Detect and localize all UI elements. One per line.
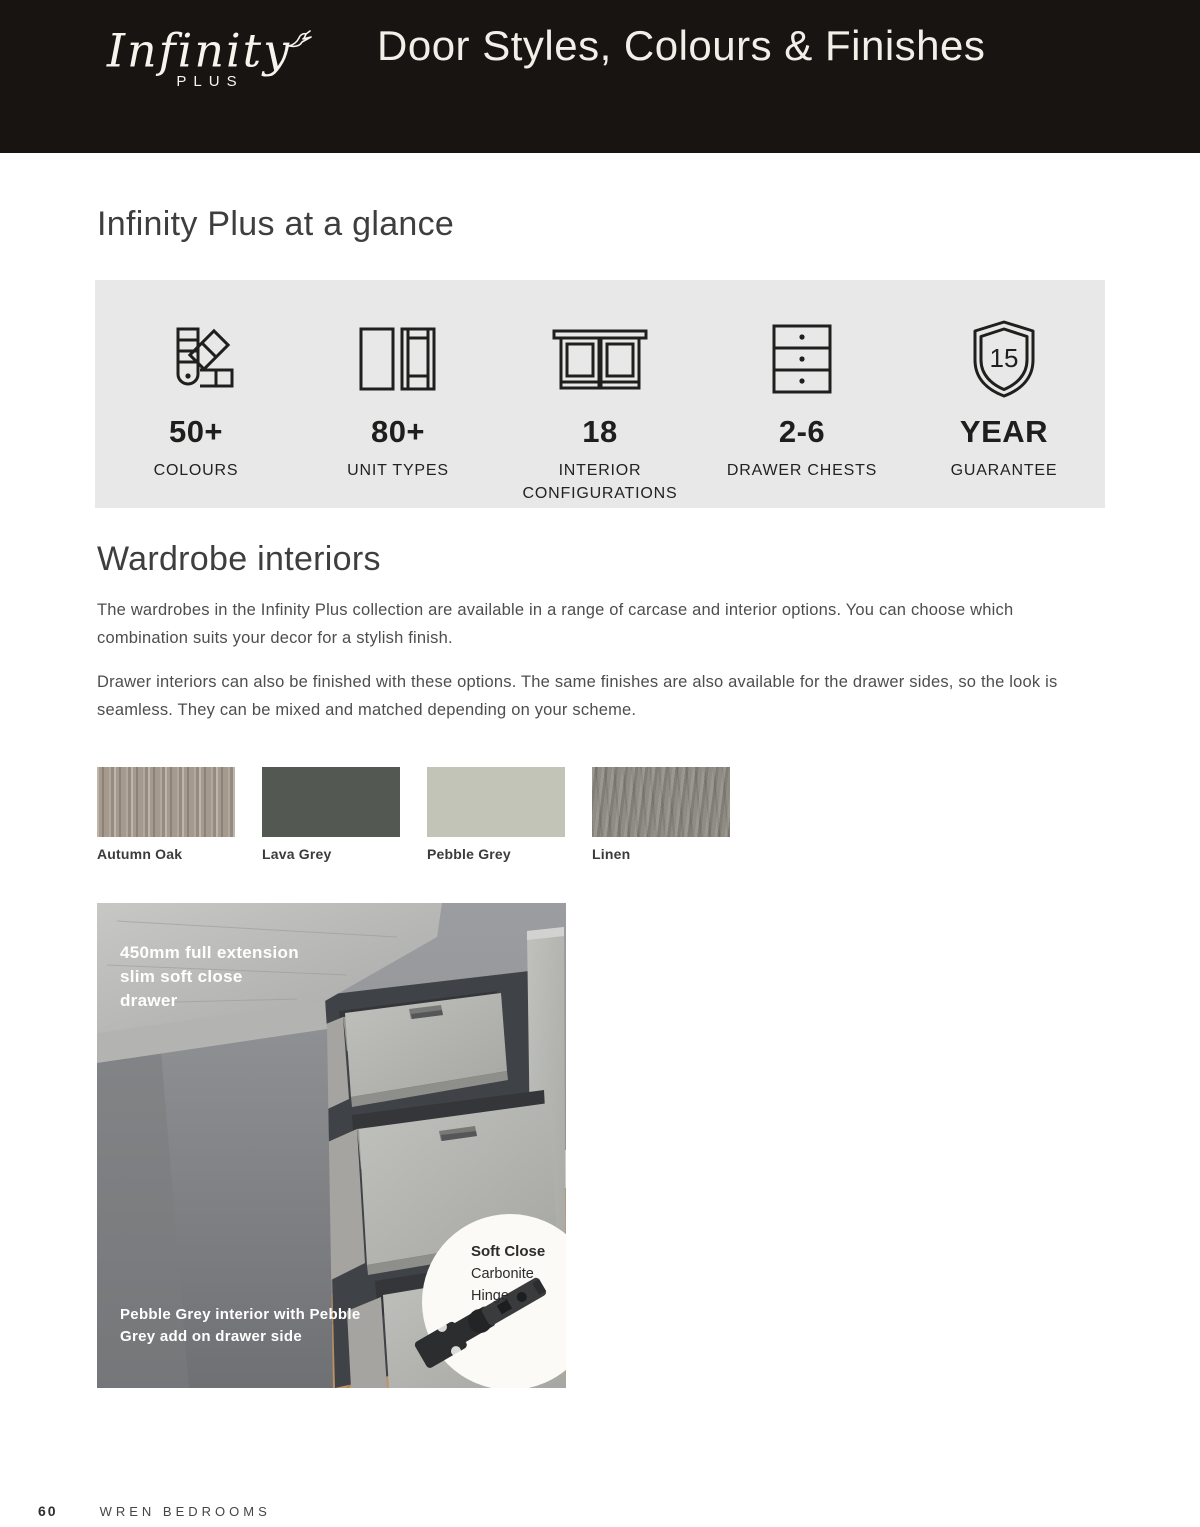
swatch-label: Autumn Oak <box>97 846 183 862</box>
drawer-chest-icon <box>769 318 835 400</box>
swatch-lava-grey <box>262 767 400 862</box>
stat-unit-types <box>297 280 499 508</box>
caption-interior-finish: Pebble Grey interior with Pebble Grey add on drawer side <box>120 1306 361 1345</box>
bird-icon <box>287 10 313 58</box>
stat-drawer-chests <box>701 280 903 508</box>
swatch-chip <box>592 767 730 837</box>
logo-wordmark <box>95 10 325 78</box>
stat-interior-configurations <box>499 280 701 508</box>
swatch-label: Pebble Grey <box>427 846 511 862</box>
swatch-label: Lava Grey <box>262 846 332 862</box>
swatch-chip <box>97 767 235 837</box>
stat-colours <box>95 280 297 508</box>
swatch-pebble-grey <box>427 767 565 862</box>
caption-drawer-spec: 450mm full extension slim soft close drawer <box>120 943 299 1010</box>
inset-line3: Hinge <box>471 1288 509 1304</box>
page-header <box>0 0 1200 153</box>
page-title: Door Styles, Colours & Finishes <box>377 22 986 69</box>
inset-title: Soft Close <box>471 1243 546 1260</box>
inset-line2: Carbonite <box>471 1266 534 1282</box>
stat-label: DRAWER CHESTS <box>726 462 878 479</box>
logo-text: Infinity <box>106 23 292 78</box>
inset-label <box>471 1241 545 1307</box>
interiors-paragraph-1: The wardrobes in the Infinity Plus collection are available in a range of carcase and interior options. You can choose which combination suits your decor for a stylish finish. <box>97 601 1014 647</box>
stat-label: INTERIOR CONFIGURATIONS <box>522 462 678 503</box>
stat-value: 2-6 <box>778 414 826 449</box>
stat-label: COLOURS <box>153 462 239 479</box>
stat-guarantee <box>903 280 1105 508</box>
swatch-linen <box>592 767 730 862</box>
interiors-paragraph-2: Drawer interiors can also be finished with these options. The same finishes are also available for the drawer sides, so the look is seamless. They can be mixed and matched depending on your scheme. <box>97 673 1058 719</box>
swatch-label: Linen <box>592 846 631 862</box>
stat-value: 50+ <box>168 414 224 449</box>
drawer-photo <box>97 903 566 1388</box>
interiors-heading: Wardrobe interiors <box>97 540 381 578</box>
stat-label: GUARANTEE <box>950 462 1058 479</box>
logo-plus-label: PLUS <box>176 72 244 90</box>
page-footer <box>38 1503 271 1519</box>
unit-doors-icon <box>356 318 440 400</box>
swatch-chip <box>427 767 565 837</box>
swatch-chip <box>262 767 400 837</box>
stat-value: 18 <box>582 414 618 449</box>
wardrobe-icon <box>550 318 650 400</box>
shield-15-icon <box>965 318 1043 400</box>
glance-heading: Infinity Plus at a glance <box>97 205 455 243</box>
stat-label: UNIT TYPES <box>347 462 449 479</box>
infinity-plus-logo <box>95 10 325 90</box>
brand-name: WREN BEDROOMS <box>99 1504 271 1519</box>
page-number: 60 <box>38 1503 58 1519</box>
swatch-fan-icon <box>156 318 236 400</box>
finish-swatches <box>97 767 730 862</box>
glance-stats-band <box>95 280 1105 508</box>
swatch-autumn-oak <box>97 767 235 862</box>
stat-value: 80+ <box>370 414 426 449</box>
shield-badge-number: 15 <box>989 343 1019 373</box>
stat-value: YEAR <box>959 414 1049 449</box>
